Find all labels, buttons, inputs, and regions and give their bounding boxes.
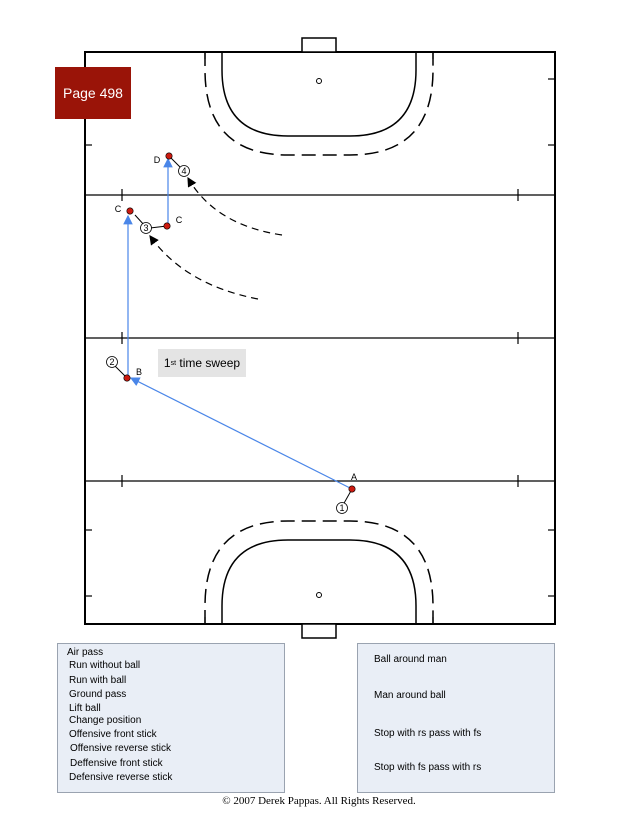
legend-label-air-pass: Air pass (67, 647, 104, 658)
legend-label-offensive-reverse-stick: Offensive reverse stick (70, 743, 171, 754)
legend-label-ground-pass: Ground pass (69, 689, 127, 700)
legend-label-stop-fs-pass-rs: Stop with fs pass with rs (374, 762, 482, 773)
page-number-badge (55, 67, 131, 119)
dashed-circle-top (205, 52, 433, 155)
position-label-b: B (135, 367, 143, 377)
ground-pass-a-to-b (131, 378, 352, 489)
copyright-notice: © 2007 Derek Pappas. All Rights Reserved. (222, 795, 416, 807)
legend-label-run-with-ball: Run with ball (69, 675, 127, 686)
run-without-ball-player-4 (188, 178, 282, 235)
legend-label-defensive-front-stick: Deffensive front stick (70, 758, 163, 769)
penalty-spot-top (317, 79, 322, 84)
player-2-number: 2 (109, 357, 115, 367)
drill-title-number: 1 (163, 356, 171, 370)
goal-bottom (302, 624, 336, 638)
position-label-c-left: C (114, 204, 122, 214)
position-label-d: D (153, 155, 161, 165)
legend-label-lift-ball: Lift ball (69, 703, 101, 714)
circle-top (222, 52, 416, 136)
legend-label-run-without-ball: Run without ball (69, 660, 141, 671)
position-label-c-right: C (175, 215, 183, 225)
circle-bottom (222, 540, 416, 624)
legend-label-defensive-reverse-stick: Defensive reverse stick (69, 772, 173, 783)
player-1-number: 1 (339, 503, 345, 513)
legend-label-ball-around-man: Ball around man (374, 654, 447, 665)
position-label-a: A (350, 472, 358, 482)
drill-title-ordinal: st (170, 359, 177, 367)
player-3-number: 3 (143, 223, 149, 233)
legend-label-change-position: Change position (69, 715, 142, 726)
legend-label-stop-rs-pass-fs: Stop with rs pass with fs (374, 728, 482, 739)
legend-label-offensive-front-stick: Offensive front stick (69, 729, 157, 740)
player-4-number: 4 (181, 166, 187, 176)
drill-title-text: time sweep (176, 356, 241, 370)
dashed-circle-bottom (205, 521, 433, 624)
drill-title-label (158, 349, 246, 377)
goal-top (302, 38, 336, 52)
penalty-spot-bottom (317, 593, 322, 598)
run-without-ball-player-3 (150, 236, 258, 299)
legend-label-man-around-ball: Man around ball (374, 690, 446, 701)
page-number-label: Page 498 (63, 85, 123, 101)
